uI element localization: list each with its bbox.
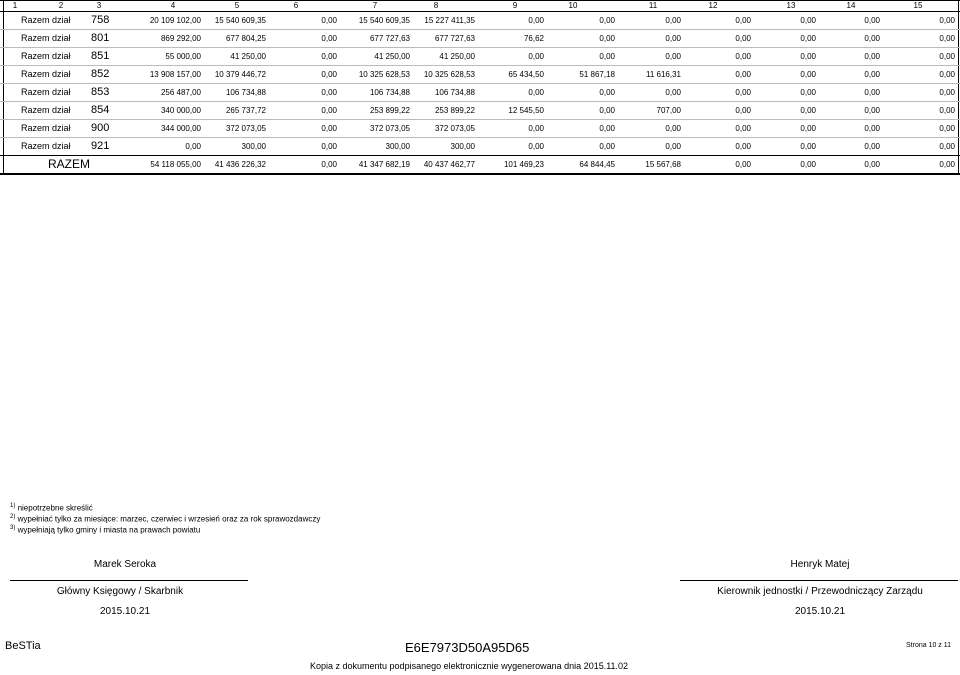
cell: 13 908 157,00 [149, 70, 201, 79]
col-num-3: 3 [96, 1, 102, 10]
row-label: Razem dział [21, 105, 71, 115]
cell: 707,00 [656, 106, 681, 115]
cell: 106 734,88 [225, 88, 266, 97]
cell: 0,00 [321, 70, 337, 79]
cell: 0,00 [939, 34, 955, 43]
table-right-border [958, 0, 959, 174]
cell: 0,00 [665, 88, 681, 97]
cell: 0,00 [735, 52, 751, 61]
footnote-number: 1) [10, 503, 16, 509]
cell: 0,00 [665, 124, 681, 133]
col-num-12: 12 [708, 1, 718, 10]
cell: 11 616,31 [646, 70, 681, 79]
cell: 15 540 609,35 [214, 16, 266, 25]
cell: 0,00 [800, 52, 816, 61]
cell: 0,00 [939, 88, 955, 97]
row-code: 852 [91, 68, 110, 80]
table-bottom-border [0, 173, 960, 175]
row-code: 921 [91, 140, 110, 152]
cell: 15 227 411,35 [424, 16, 475, 25]
cell: 677 804,25 [225, 34, 266, 43]
footer-system-name: BeSTia [5, 640, 41, 652]
cell: 0,00 [185, 142, 201, 151]
cell: 300,00 [241, 142, 266, 151]
table-row [3, 120, 958, 137]
cell: 10 325 628,53 [358, 70, 410, 79]
cell: 65 434,50 [508, 70, 544, 79]
cell: 0,00 [321, 124, 337, 133]
table-row [3, 12, 958, 29]
cell: 41 250,00 [374, 52, 410, 61]
table-row [3, 138, 958, 155]
cell: 0,00 [800, 34, 816, 43]
cell: 0,00 [321, 106, 337, 115]
cell: 300,00 [385, 142, 410, 151]
total-label: RAZEM [48, 157, 90, 171]
cell: 0,00 [800, 70, 816, 79]
row-divider [0, 29, 960, 30]
cell: 0,00 [864, 124, 880, 133]
col-num-4: 4 [170, 1, 176, 10]
total-row [3, 155, 958, 174]
cell: 0,00 [864, 88, 880, 97]
cell: 0,00 [939, 16, 955, 25]
col-num-7: 7 [372, 1, 378, 10]
cell: 0,00 [528, 124, 544, 133]
signature-left-title: Główny Księgowy / Skarbnik [56, 586, 184, 597]
footer-page-number: Strona 10 z 11 [906, 642, 952, 649]
cell: 372 073,05 [434, 124, 475, 133]
cell: 51 867,18 [579, 70, 615, 79]
cell: 106 734,88 [434, 88, 475, 97]
row-code: 758 [91, 14, 110, 26]
cell: 0,00 [665, 52, 681, 61]
cell: 0,00 [800, 142, 816, 151]
cell: 0,00 [939, 70, 955, 79]
cell: 372 073,05 [369, 124, 410, 133]
col-num-2: 2 [58, 1, 64, 10]
cell: 0,00 [735, 16, 751, 25]
cell: 0,00 [321, 34, 337, 43]
cell: 0,00 [800, 160, 816, 169]
cell: 0,00 [599, 142, 615, 151]
cell: 0,00 [321, 52, 337, 61]
col-num-14: 14 [846, 1, 856, 10]
signature-left-date: 2015.10.21 [99, 606, 151, 617]
cell: 0,00 [528, 88, 544, 97]
cell: 76,62 [523, 34, 544, 43]
cell: 372 073,05 [225, 124, 266, 133]
cell: 106 734,88 [369, 88, 410, 97]
row-code: 851 [91, 50, 110, 62]
cell: 0,00 [528, 142, 544, 151]
cell: 0,00 [528, 52, 544, 61]
cell: 12 545,50 [508, 106, 544, 115]
cell: 0,00 [321, 142, 337, 151]
cell: 41 436 226,32 [214, 160, 266, 169]
signature-left-name: Marek Seroka [93, 559, 157, 570]
cell: 41 250,00 [439, 52, 475, 61]
col-num-5: 5 [234, 1, 240, 10]
signature-right-line [680, 580, 958, 581]
col-num-15: 15 [913, 1, 923, 10]
cell: 253 899,22 [369, 106, 410, 115]
cell: 20 109 102,00 [149, 16, 201, 25]
cell: 0,00 [735, 106, 751, 115]
cell: 0,00 [939, 52, 955, 61]
cell: 0,00 [599, 124, 615, 133]
cell: 41 250,00 [230, 52, 266, 61]
row-label: Razem dział [21, 123, 71, 133]
footer-document-code: E6E7973D50A95D65 [405, 640, 530, 655]
cell: 15 567,68 [645, 160, 681, 169]
table-row [3, 102, 958, 119]
cell: 55 000,00 [165, 52, 201, 61]
cell: 0,00 [321, 88, 337, 97]
cell: 0,00 [735, 142, 751, 151]
cell: 0,00 [665, 16, 681, 25]
cell: 0,00 [864, 106, 880, 115]
row-code: 900 [91, 122, 110, 134]
cell: 0,00 [735, 124, 751, 133]
col-num-11: 11 [648, 1, 658, 10]
cell: 54 118 055,00 [150, 160, 201, 169]
row-label: Razem dział [21, 33, 71, 43]
footnote-text: wypełniać tylko za miesiące: marzec, czerwiec i wrzesień oraz za rok sprawozdawczy [17, 514, 321, 524]
footnote-1 [10, 503, 93, 513]
cell: 15 540 609,35 [358, 16, 410, 25]
table-top-border [0, 0, 960, 1]
cell: 340 000,00 [160, 106, 201, 115]
cell: 0,00 [800, 88, 816, 97]
cell: 0,00 [735, 34, 751, 43]
table-row [3, 84, 958, 101]
row-divider [0, 83, 960, 84]
cell: 253 899,22 [434, 106, 475, 115]
cell: 64 844,45 [579, 160, 615, 169]
cell: 0,00 [599, 16, 615, 25]
row-label: Razem dział [21, 141, 71, 151]
row-divider [0, 65, 960, 66]
cell: 0,00 [864, 52, 880, 61]
row-code: 853 [91, 86, 110, 98]
cell: 0,00 [939, 106, 955, 115]
row-label: Razem dział [21, 87, 71, 97]
col-num-8: 8 [433, 1, 439, 10]
row-label: Razem dział [21, 69, 71, 79]
signature-right-date: 2015.10.21 [794, 606, 846, 617]
cell: 344 000,00 [160, 124, 201, 133]
cell: 0,00 [864, 160, 880, 169]
col-num-1: 1 [12, 1, 18, 10]
table-row [3, 66, 958, 83]
signature-right-name: Henryk Matej [790, 559, 850, 570]
row-code: 801 [91, 32, 110, 44]
cell: 0,00 [800, 124, 816, 133]
table-row [3, 48, 958, 65]
cell: 0,00 [864, 70, 880, 79]
cell: 0,00 [665, 142, 681, 151]
row-code: 854 [91, 104, 110, 116]
cell: 869 292,00 [160, 34, 201, 43]
row-label: Razem dział [21, 51, 71, 61]
cell: 0,00 [528, 16, 544, 25]
cell: 0,00 [321, 160, 337, 169]
cell: 265 737,72 [225, 106, 266, 115]
cell: 0,00 [939, 160, 955, 169]
cell: 0,00 [939, 142, 955, 151]
cell: 40 437 462,77 [423, 160, 475, 169]
cell: 677 727,63 [434, 34, 475, 43]
cell: 677 727,63 [369, 34, 410, 43]
row-divider [0, 119, 960, 120]
col-num-10: 10 [568, 1, 578, 10]
footnote-3 [10, 525, 200, 535]
row-divider [0, 137, 960, 138]
footnote-text: niepotrzebne skreślić [17, 503, 93, 513]
col-num-9: 9 [512, 1, 518, 10]
cell: 0,00 [599, 34, 615, 43]
cell: 0,00 [735, 160, 751, 169]
row-divider [0, 101, 960, 102]
cell: 0,00 [864, 16, 880, 25]
cell: 41 347 682,19 [358, 160, 410, 169]
col-num-6: 6 [293, 1, 299, 10]
cell: 0,00 [735, 88, 751, 97]
cell: 0,00 [800, 106, 816, 115]
cell: 0,00 [864, 142, 880, 151]
cell: 0,00 [599, 106, 615, 115]
cell: 0,00 [864, 34, 880, 43]
cell: 10 325 628,53 [423, 70, 475, 79]
cell: 0,00 [735, 70, 751, 79]
footer-copy-note: Kopia z dokumentu podpisanego elektronicznie wygenerowana dnia 2015.11.02 [310, 661, 629, 671]
cell: 0,00 [321, 16, 337, 25]
cell: 0,00 [665, 34, 681, 43]
cell: 10 379 446,72 [214, 70, 266, 79]
footnote-2 [10, 514, 320, 524]
footnote-text: wypełniają tylko gminy i miasta na prawach powiatu [17, 525, 201, 535]
cell: 300,00 [450, 142, 475, 151]
row-label: Razem dział [21, 15, 71, 25]
table-row [3, 30, 958, 47]
cell: 101 469,23 [503, 160, 544, 169]
footnote-number: 2) [10, 514, 16, 520]
cell: 0,00 [599, 88, 615, 97]
cell: 0,00 [800, 16, 816, 25]
signature-right-title: Kierownik jednostki / Przewodniczący Zarządu [717, 586, 923, 597]
cell: 0,00 [599, 52, 615, 61]
row-divider [0, 155, 960, 156]
cell: 0,00 [939, 124, 955, 133]
signature-left-line [10, 580, 248, 581]
cell: 256 487,00 [160, 88, 201, 97]
footnote-number: 3) [10, 525, 16, 531]
row-divider [0, 47, 960, 48]
col-num-13: 13 [786, 1, 796, 10]
